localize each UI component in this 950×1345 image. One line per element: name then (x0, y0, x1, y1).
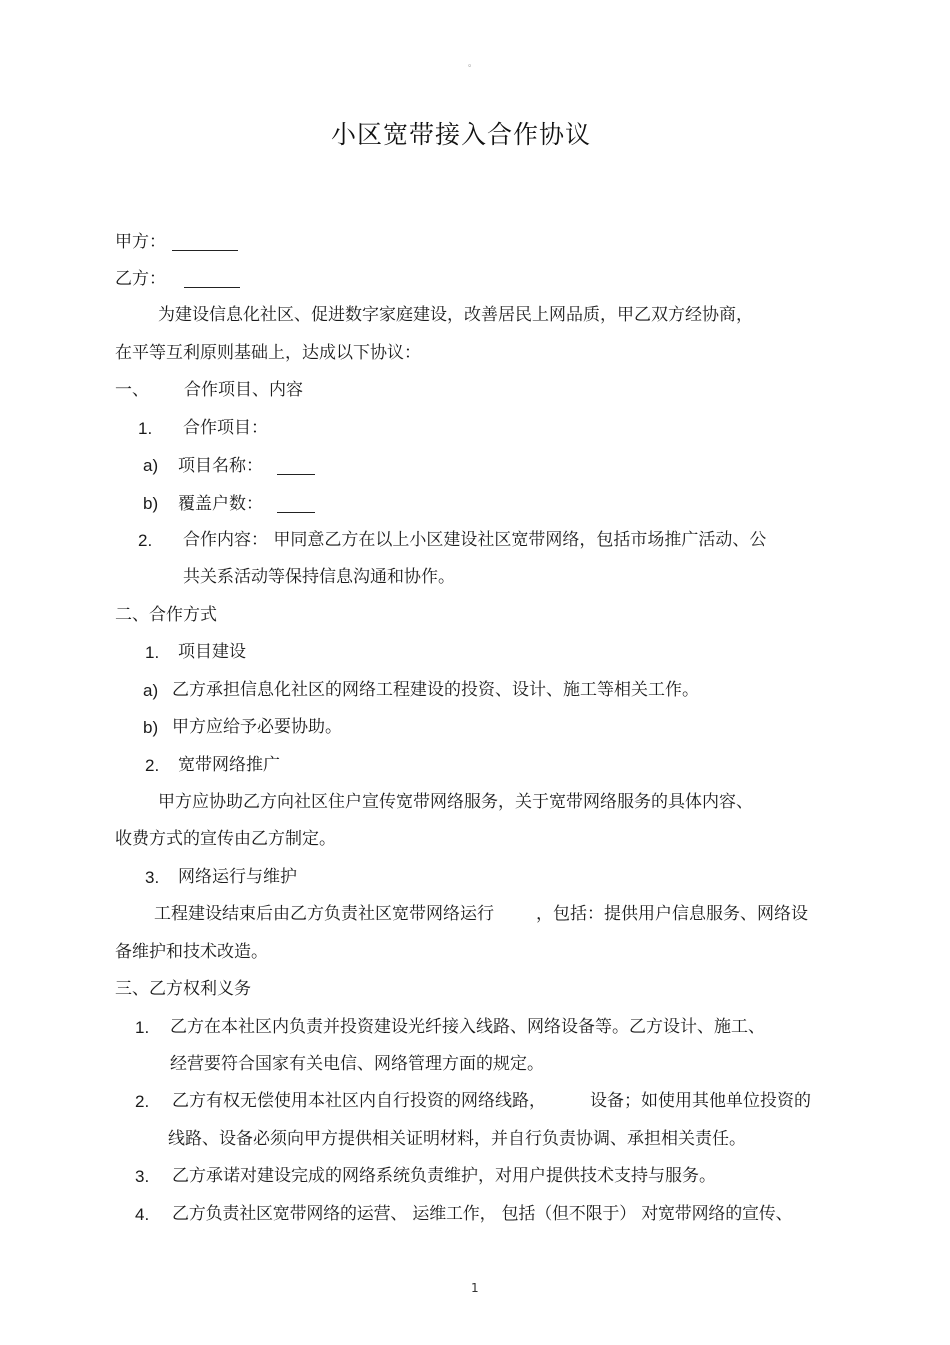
section-3-item-3-number: 3. (135, 1167, 150, 1186)
page-number: 1 (471, 1281, 479, 1295)
section-1-number: 一、 (115, 380, 149, 400)
section-2-title: 二、合作方式 (115, 605, 217, 625)
section-2-item-2-number: 2. (145, 756, 160, 775)
section-3-item-2-line-2: 线路、设备必须向甲方提供相关证明材料，并自行负责协调、承担相关责任。 (168, 1129, 746, 1149)
section-2-item-1-number: 1. (145, 643, 160, 662)
section-2-item-3-text-line-1b: ，包括：提供用户信息服务、网络设 (536, 904, 808, 924)
section-2-item-3-label: 网络运行与维护 (178, 867, 297, 887)
section-2-item-2-text-line-2: 收费方式的宣传由乙方制定。 (115, 829, 336, 849)
section-2-item-3-text-line-1a: 工程建设结束后由乙方负责社区宽带网络运行 (154, 904, 494, 924)
coverage-blank (277, 495, 315, 513)
section-1-item-1b-marker: b) (143, 494, 159, 513)
section-3-item-1-line-2: 经营要符合国家有关电信、网络管理方面的规定。 (170, 1054, 544, 1074)
section-2-item-1-label: 项目建设 (178, 642, 246, 662)
section-2-item-1b-marker: b) (143, 718, 159, 737)
intro-line-1: 为建设信息化社区、促进数字家庭建设，改善居民上网品质，甲乙双方经协商， (158, 305, 753, 325)
section-1-title: 合作项目、内容 (184, 380, 303, 400)
party-b-blank (184, 270, 240, 288)
party-a-blank (172, 233, 238, 251)
project-name-label: 项目名称： (178, 456, 263, 476)
section-2-item-2-label: 宽带网络推广 (178, 755, 280, 775)
section-2-item-1b-text: 甲方应给予必要协助。 (172, 717, 342, 737)
intro-line-2: 在平等互利原则基础上，达成以下协议： (115, 343, 421, 363)
section-3-item-4-line-1: 乙方负责社区宽带网络的运营、 运维工作， 包括（但不限于） 对宽带网络的宣传、 (172, 1204, 793, 1224)
party-a-label: 甲方： (115, 232, 166, 252)
party-b-line (115, 270, 240, 288)
section-2-item-1a-text: 乙方承担信息化社区的网络工程建设的投资、设计、施工等相关工作。 (172, 680, 699, 700)
section-2-item-3-text-line-2: 备维护和技术改造。 (115, 942, 268, 962)
section-3-item-3-line-1: 乙方承诺对建设完成的网络系统负责维护，对用户提供技术支持与服务。 (172, 1166, 716, 1186)
document-title: 小区宽带接入合作协议 (331, 120, 592, 149)
section-2-item-1a-marker: a) (143, 681, 159, 700)
section-1-item-1a-line (178, 457, 315, 475)
section-1-item-2-line-2: 共关系活动等保持信息沟通和协作。 (183, 567, 455, 587)
section-3-item-2-line-1a: 乙方有权无偿使用本社区内自行投资的网络线路， (172, 1091, 546, 1111)
section-3-item-4-number: 4. (135, 1205, 150, 1224)
section-3-item-1-number: 1. (135, 1018, 150, 1037)
party-b-label: 乙方： (115, 269, 166, 289)
section-1-item-1-number: 1. (138, 419, 153, 438)
section-3-item-1-line-1: 乙方在本社区内负责并投资建设光纤接入线路、网络设备等。乙方设计、施工、 (170, 1017, 765, 1037)
section-3-item-2-line-1b: 设备；如使用其他单位投资的 (590, 1091, 811, 1111)
section-1-item-1a-marker: a) (143, 456, 159, 475)
section-3-item-2-number: 2. (135, 1092, 150, 1111)
section-2-item-2-text-line-1: 甲方应协助乙方向社区住户宣传宽带网络服务，关于宽带网络服务的具体内容、 (158, 792, 753, 812)
section-2-item-3-number: 3. (145, 868, 160, 887)
section-3-title: 三、乙方权利义务 (115, 979, 251, 999)
project-name-blank (277, 457, 315, 475)
section-1-item-1-label: 合作项目： (183, 418, 268, 438)
section-1-item-2-line-1: 合作内容： 甲同意乙方在以上小区建设社区宽带网络，包括市场推广活动、公 (183, 530, 767, 550)
header-dot: 。 (468, 59, 478, 69)
section-1-item-2-number: 2. (138, 531, 153, 550)
section-1-item-1b-line (178, 495, 315, 513)
coverage-label: 覆盖户数： (178, 494, 263, 514)
party-a-line (115, 233, 238, 251)
